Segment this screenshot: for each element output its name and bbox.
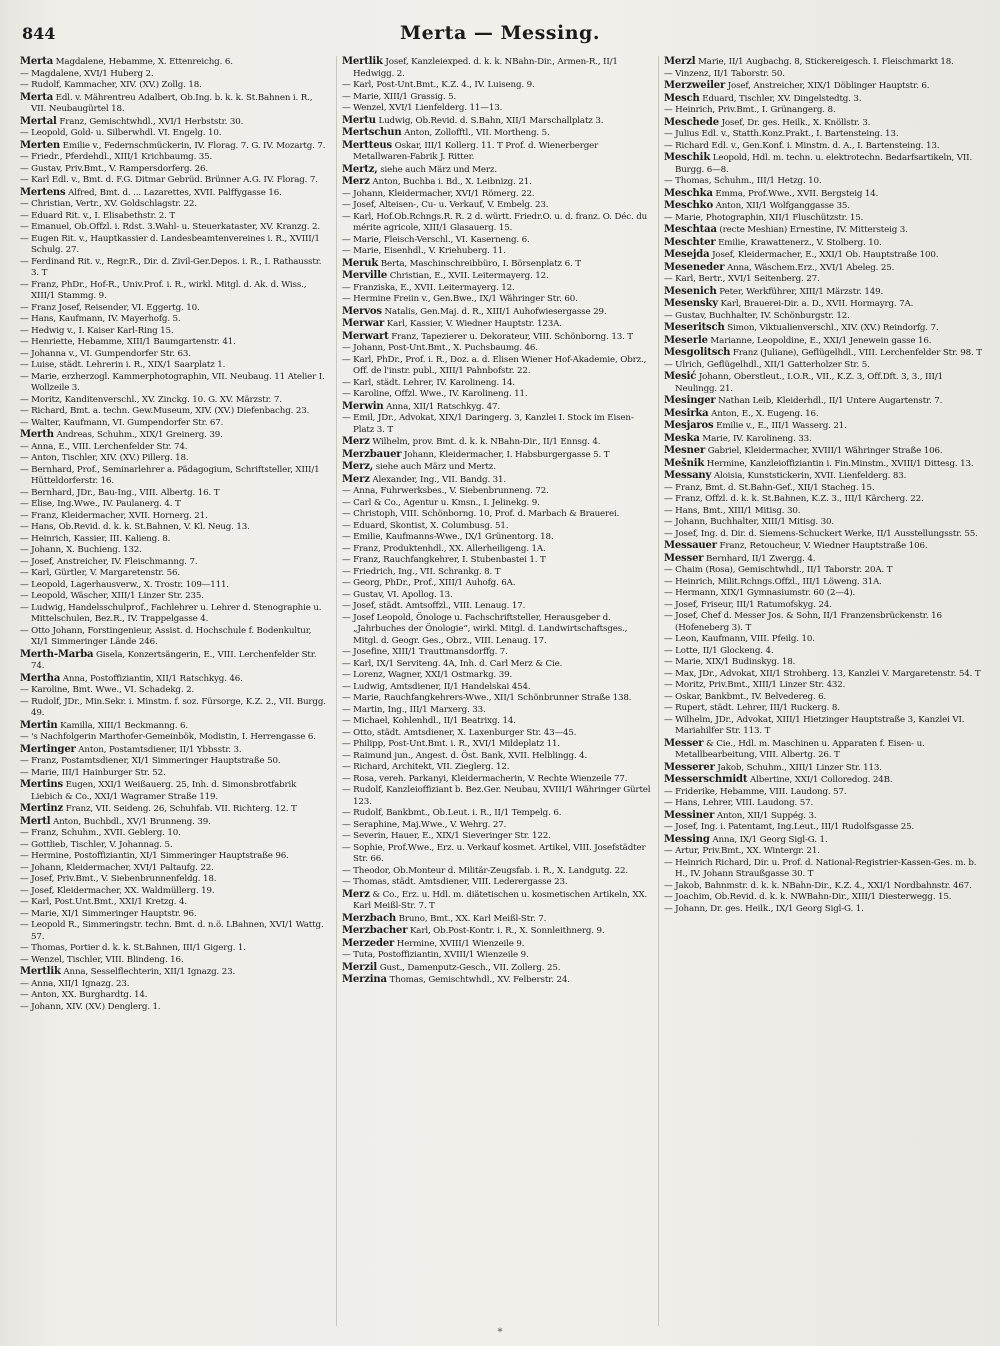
directory-entry: — Bernhard, JDr., Bau-Ing., VIII. Albertg. 16. T	[20, 487, 220, 498]
directory-entry: Merth-Marba Gisela, Konzertsängerin, E., VIII. Lerchenfelder Str. 74.	[20, 648, 317, 671]
directory-entry: — Josef, Anstreicher, IV. Fleischmanng. 7.	[20, 556, 198, 567]
entry-surname: Mertl	[20, 815, 51, 827]
directory-entry: — Eduard Rit. v., I. Elisabethstr. 2. T	[20, 210, 176, 221]
directory-entry: — Friderike, Hebamme, VIII. Laudong. 57.	[664, 786, 847, 797]
directory-entry: — Johann, Kleidermacher, XVI/1 Römerg. 22.	[342, 188, 535, 199]
directory-entry: Merz, siehe auch März und Mertz.	[342, 461, 496, 472]
directory-entry: — Artur, Priv.Bmt., XX. Wintergr. 21.	[664, 846, 820, 856]
directory-entry: — Vinzenz, II/1 Taborstr. 50.	[664, 68, 785, 79]
directory-entry: Meschko Anton, XII/1 Wolfganggasse 35.	[664, 200, 850, 211]
directory-entry: Mesić Johann, Oberstleut., I.O.R., VII., K.Z. 3, Off.Dft. 3, 3., III/1 Neulingg. 21.	[664, 371, 943, 394]
entry-surname: Messiner	[664, 809, 715, 821]
directory-entry: — Otto, städt. Amtsdiener, X. Laxenburger Str. 43—45.	[342, 727, 577, 738]
directory-entry: — Emanuel, Ob.Offzl. i. Rdst. 3.Wahl- u. Steuerkataster, XV. Kranzg. 2.	[20, 222, 321, 232]
entry-surname: Mertu	[342, 114, 376, 126]
directory-entry: — Johann, X. Buchieng. 132.	[20, 545, 142, 555]
directory-entry: — Hermann, XIX/1 Gymnasiumstr. 60 (2—4).	[664, 588, 856, 598]
directory-entry: Messany Aloisia, Kunststickerin, XVII. Lienfelderg. 83.	[664, 470, 907, 481]
directory-entry: — Henriette, Hebamme, XIII/1 Baumgartenstr. 41.	[20, 337, 236, 347]
directory-entry: Messerschmidt Albertine, XXI/1 Colloredog. 24B.	[664, 774, 893, 785]
directory-entry: — Karl, Post.Unt.Bmt., XXI/1 Kretzg. 4.	[20, 897, 187, 907]
directory-entry: — Marie, Rauchfangkehrers-Wwe., XII/1 Schönbrunner Straße 138.	[342, 693, 632, 703]
directory-entry: — Hans, Kaufmann, IV. Mayerhofg. 5.	[20, 314, 181, 324]
directory-entry: — Johann, Post-Unt.Bmt., X. Puchsbaumg. 46.	[342, 343, 538, 353]
directory-entry: Merzeder Hermine, XVIII/1 Wienzeile 9.	[342, 937, 525, 949]
directory-entry: — Thomas, Portier d. k. k. St.Bahnen, III/1 Gigerg. 1.	[20, 943, 246, 953]
page-header	[22, 22, 978, 50]
directory-entry: — Leon, Kaufmann, VIII. Pfeilg. 10.	[664, 634, 815, 644]
directory-entry: — Josefine, XIII/1 Trauttmansdorffg. 7.	[342, 647, 508, 657]
directory-entry: — Eugen Rit. v., Hauptkassier d. Landesbeamtenvereines i. R., XVIII/1 Schulg. 27.	[20, 233, 320, 255]
directory-entry: Mesner Gabriel, Kleidermacher, XVIII/1 Währinger Straße 106.	[664, 445, 943, 456]
directory-column-2	[342, 56, 652, 1326]
directory-entry: — Hermine, Postoffiziantin, XI/1 Simmeringer Hauptstraße 96.	[20, 851, 289, 861]
entry-surname: Merz	[342, 888, 370, 900]
directory-entry: — Gustav, Priv.Bmt., V. Rampersdorferg. 26.	[20, 163, 208, 174]
directory-entry: Mertins Eugen, XXI/1 Weißauerg. 25, Inh. d. Simonsbrotfabrik Liebich & Co., XXI/1 Wagramer Straße 119.	[20, 779, 297, 802]
entry-surname: Mesirka	[664, 407, 709, 419]
directory-entry: Merzina Thomas, Gemischtwhdl., XV. Felberstr. 24.	[342, 974, 570, 985]
directory-entry: — Severin, Hauer, E., XIX/1 Sieveringer Str. 122.	[342, 831, 551, 841]
directory-entry: — Lorenz, Wagner, XXI/1 Ostmarkg. 39.	[342, 670, 513, 680]
directory-entry: — Franz, PhDr., Hof-R., Univ.Prof. i. R., wirkl. Mitgl. d. Ak. d. Wiss., XIII/1 Stammg. 9.	[20, 279, 307, 301]
entry-surname: Meschtaa	[664, 224, 717, 235]
directory-entry: Meschka Emma, Prof.Wwe., XVII. Bergsteig 14.	[664, 187, 879, 199]
directory-entry: — Marie, Photographin, XII/1 Fluschützstr. 15.	[664, 212, 864, 223]
directory-entry: — Luise, städt. Lehrerin i. R., XIX/1 Saarplatz 1.	[20, 360, 226, 370]
directory-entry: Meschik Leopold, Hdl. m. techn. u. elektrotechn. Bedarfsartikeln, VII. Burgg. 6—8.	[664, 152, 973, 175]
directory-entry: — Josef, Priv.Bmt., V. Siebenbrunnenfeldg. 18.	[20, 874, 217, 884]
entry-surname: Mertlik	[342, 56, 383, 67]
directory-entry: — Marie, Fleisch-Verschl., VI. Kaserneng. 6.	[342, 234, 530, 245]
entry-surname: Merzbauer	[342, 448, 402, 460]
directory-entry: — Karl, städt. Lehrer, IV. Karolineng. 14.	[342, 377, 516, 388]
directory-entry: — Ulrich, Geflügelhdl., XII/1 Gatterholzer Str. 5.	[664, 359, 870, 370]
directory-entry: — Richard, Bmt. a. techn. Gew.Museum, XIV. (XV.) Diefenbachg. 23.	[20, 406, 310, 416]
directory-entry: — Bernhard, Prof., Seminarlehrer a. Pädagogium, Schriftsteller, XIII/1 Hütteldorferstr. 16.	[20, 464, 320, 486]
entry-surname: Meseneder	[664, 261, 725, 273]
directory-entry: — Friedrich, Ing., VII. Schrankg. 8. T	[342, 566, 501, 577]
directory-entry: Meruk Berta, Maschinschreibbüro, I. Börsenplatz 6. T	[342, 257, 581, 269]
directory-entry: — Jakob, Bahnmstr. d. k. k. NBahn-Dir., K.Z. 4., XXI/1 Nordbahnstr. 467.	[664, 880, 972, 891]
directory-entry: — Johann, Buchhalter, XIII/1 Mitisg. 30.	[664, 517, 834, 527]
entry-surname: Merzweiler	[664, 80, 726, 91]
directory-entry: Mesch Eduard, Tischler, XV. Dingelstedtg. 3.	[664, 92, 862, 104]
directory-entry: Meska Marie, IV. Karolineng. 33.	[664, 432, 812, 444]
entry-surname: Merzl	[664, 56, 696, 67]
entry-surname: Mertal	[20, 115, 57, 127]
entry-surname: Mertinger	[20, 743, 76, 755]
entry-surname: Meserle	[664, 334, 708, 346]
entry-surname: Mertins	[20, 779, 63, 790]
directory-entry: Mesinger Nathan Leib, Kleiderhdl., II/1 Untere Augartenstr. 7.	[664, 395, 943, 406]
entry-surname: Merzeder	[342, 937, 395, 949]
directory-entry: — Julius Edl. v., Statth.Konz.Prakt., I. Bartensteing. 13.	[664, 129, 899, 139]
entry-surname: Mertens	[20, 186, 66, 198]
directory-entry: — Johanna v., VI. Gumpendorfer Str. 63.	[20, 348, 191, 359]
directory-entry: — Karoline, Offzl. Wwe., IV. Karolineng. 11.	[342, 389, 528, 399]
directory-entry: Mertens Alfred, Bmt. d. ... Lazarettes, XVII. Palffygasse 16.	[20, 186, 282, 198]
directory-entry: Mertinger Anton, Postamtsdiener, II/1 Ybbsstr. 3.	[20, 743, 242, 755]
entry-surname: Merz	[342, 436, 370, 447]
directory-entry: — 's Nachfolgerin Marthofer-Gemeinbök, Modistin, I. Herrengasse 6.	[20, 732, 316, 742]
entry-surname: Merville	[342, 270, 388, 281]
directory-entry: — Leopold R., Simmeringstr. techn. Bmt. d. n.ö. LBahnen, XVI/1 Wattg. 57.	[20, 920, 324, 942]
directory-entry: Merta Edl. v. Mährentreu Adalbert, Ob.Ing. b. k. k. St.Bahnen i. R., VII. Neubaugürtel 18.	[20, 91, 313, 114]
directory-column-3	[664, 56, 982, 1326]
directory-entry: — Johann, Dr. ges. Heilk., IX/1 Georg Sigl-G. 1.	[664, 903, 864, 914]
directory-entry: — Ferdinand Rit. v., Regr.R., Dir. d. Zivil-Ger.Depos. i. R., I. Rathausstr. 3. T	[20, 256, 322, 278]
directory-entry: Merwart Franz, Tapezierer u. Dekorateur, VIII. Schönborng. 13. T	[342, 330, 633, 342]
directory-entry: — Josef, Ing. d. Dir. d. Siemens-Schuckert Werke, II/1 Ausstellungsstr. 55.	[664, 528, 978, 539]
entry-surname: Mesejda	[664, 249, 710, 260]
directory-entry: Messerer Jakob, Schuhm., XIII/1 Linzer Str. 113.	[664, 761, 882, 773]
directory-entry: — Anna, XII/1 Ignazg. 23.	[20, 978, 130, 989]
directory-entry: Mertha Anna, Postoffiziantin, XII/1 Ratschkyg. 46.	[20, 672, 243, 684]
page-number: 844	[22, 24, 56, 43]
entry-surname: Messany	[664, 470, 712, 481]
directory-entry: Meschtaa (recte Meshian) Ernestine, IV. Mittersteig 3.	[664, 224, 908, 235]
directory-entry: Merzbach Bruno, Bmt., XX. Karl Meißl-Str. 7.	[342, 912, 547, 924]
directory-entry: Merzweiler Josef, Anstreicher, XIX/1 Döblinger Hauptstr. 6.	[664, 80, 930, 91]
entry-surname: Messerer	[664, 761, 715, 773]
entry-surname: Merwar	[342, 318, 385, 329]
directory-entry: Mertlik Josef, Kanzleiexped. d. k. k. NBahn-Dir., Armen-R., II/1 Hedwigg. 2.	[342, 56, 618, 79]
entry-surname: Merzil	[342, 961, 378, 973]
directory-entry: — Ludwig, Handelsschulprof., Fachlehrer u. Lehrer d. Stenographie u. Mittelschulen, Bez.R., IV. Trappelgasse 4.	[20, 602, 322, 624]
entry-surname: Merzina	[342, 974, 387, 985]
directory-entry: — Heinrich Richard, Dir. u. Prof. d. National-Registrier-Kassen-Ges. m. b. H., IV. Johann Straußgasse 30. T	[664, 857, 977, 879]
directory-entry: — Johann, XIV. (XV.) Denglerg. 1.	[20, 1001, 161, 1012]
directory-entry: Mesjaros Emilie v., E., III/1 Wasserg. 21.	[664, 420, 847, 431]
entry-surname: Messing	[664, 833, 710, 845]
entry-surname: Mertz,	[342, 163, 378, 175]
directory-entry: — Rudolf, Kammacher, XIV. (XV.) Zollg. 18.	[20, 80, 202, 90]
directory-columns	[20, 56, 982, 1326]
directory-entry: — Tuta, Postoffiziantin, XVIII/1 Wienzeile 9.	[342, 950, 529, 960]
entry-surname: Mertteus	[342, 139, 393, 151]
directory-entry: — Martin, Ing., III/1 Marxerg. 33.	[342, 704, 486, 715]
entry-surname: Mesjaros	[664, 420, 714, 431]
directory-entry: — Karl, Hof.Ob.Rchngs.R. R. 2 d. württ. Friedr.O. u. d. franz. O. Déc. du mérite agricole, XIII/1 Glasauerg. 15.	[342, 211, 648, 233]
directory-entry: — Gustav, Buchhalter, IV. Schönburgstr. 12.	[664, 310, 850, 321]
entry-surname: Mesgolitsch	[664, 347, 731, 358]
directory-entry: — Marie, XIII/1 Grassig. 5.	[342, 91, 457, 102]
entry-surname: Mesner	[664, 445, 706, 456]
entry-surname: Mesić	[664, 371, 697, 382]
directory-entry: — Franz, Bmt. d. St.Bahn-Gef., XII/1 Stacheg. 15.	[664, 482, 875, 493]
directory-entry: — Lotte, II/1 Glockeng. 4.	[664, 645, 774, 656]
directory-entry: Mešnik Hermine, Kanzleioffiziantin i. Fin.Minstm., XVIII/1 Dittesg. 13.	[664, 457, 974, 469]
directory-entry: Meseneder Anna, Wäschem.Erz., XVI/1 Abeleg. 25.	[664, 261, 895, 273]
directory-entry: — Seraphine, Maj.Wwe., V. Wehrg. 27.	[342, 819, 507, 830]
directory-entry: — Thomas, Schuhm., III/1 Hetzg. 10.	[664, 176, 822, 186]
directory-entry: — Heinrich, Milit.Rchngs.Offzl., III/1 Löweng. 31A.	[664, 576, 882, 587]
directory-entry: — Wenzel, Tischler, VIII. Blindeng. 16.	[20, 954, 184, 965]
directory-entry: — Rudolf, Bankbmt., Ob.Leut. i. R., II/1 Tempelg. 6.	[342, 808, 562, 818]
directory-entry: Merzbacher Karl, Ob.Post-Kontr. i. R., X. Sonnleithnerg. 9.	[342, 925, 605, 936]
entry-surname: Messerschmidt	[664, 774, 748, 785]
directory-entry: — Elise, Ing.Wwe., IV. Paulanerg. 4. T	[20, 499, 181, 509]
entry-surname: Mertha	[20, 672, 61, 684]
directory-entry: Mertschun Anton, Zollofftl., VII. Mortheng. 5.	[342, 127, 550, 138]
directory-entry: — Rosa, vereh. Parkanyi, Kleidermacherin, V. Rechte Wienzeile 77.	[342, 773, 628, 784]
directory-entry: — Hans, Ob.Revid. d. k. k. St.Bahnen, V. Kl. Neug. 13.	[20, 522, 250, 532]
directory-entry: Mertu Ludwig, Ob.Revid. d. S.Bahn, XII/1 Marschallplatz 3.	[342, 114, 604, 126]
directory-entry: — Joachim, Ob.Revid. d. k. k. NWBahn-Dir., XIII/1 Diesterwegg. 15.	[664, 892, 952, 902]
footer-mark: *	[497, 1327, 503, 1338]
directory-entry: Meschede Josef, Dr. ges. Heilk., X. Knöllstr. 3.	[664, 116, 871, 128]
entry-surname: Meska	[664, 432, 700, 444]
directory-entry: — Franz, Postamtsdiener, XI/1 Simmeringer Hauptstraße 50.	[20, 756, 281, 766]
directory-entry: Mertz, siehe auch März und Merz.	[342, 163, 497, 175]
directory-entry: Merta Magdalene, Hebamme, X. Ettenreichg. 6.	[20, 56, 233, 67]
directory-entry: Mertal Franz, Gemischtwhdl., XVI/1 Herbststr. 30.	[20, 115, 244, 127]
entry-surname: Meschka	[664, 187, 713, 199]
directory-entry: — Josef, Ing. i. Patentamt, Ing.Leut., III/1 Rudolfsgasse 25.	[664, 822, 915, 832]
directory-entry: — Hedwig v., I. Kaiser Karl-Ring 15.	[20, 325, 174, 336]
directory-entry: Merzl Marie, II/1 Augbachg. 8, Stickereigesch. I. Fleischmarkt 18.	[664, 56, 954, 67]
directory-entry: Merwin Anna, XII/1 Ratschkyg. 47.	[342, 400, 501, 412]
entry-surname: Merta	[20, 56, 54, 67]
directory-entry: Mervos Natalis, Gen.Maj. d. R., XIII/1 Auhofwiesergasse 29.	[342, 305, 607, 317]
directory-entry: — Sophie, Prof.Wwe., Erz. u. Verkauf kosmet. Artikel, VIII. Josefstädter Str. 66.	[342, 842, 646, 864]
directory-entry: — Josef Leopold, Önologe u. Fachschriftsteller, Herausgeber d. „Jahrbuches der Önologie“, wirkl. Mitgl. d. Landwirtschaftsges., Mitgl. d. Geogr. Ges., Obrz., VIII. Lenaug. 17.	[342, 612, 628, 646]
directory-entry: Merwar Karl, Kassier, V. Wiedner Hauptstr. 123A.	[342, 318, 562, 329]
entry-surname: Merz,	[342, 461, 374, 472]
entry-surname: Merwart	[342, 330, 389, 342]
entry-surname: Messer	[664, 552, 704, 564]
directory-entry: — Anton, XX. Burghardtg. 14.	[20, 990, 148, 1000]
directory-entry: — Anna, E., VIII. Lerchenfelder Str. 74.	[20, 441, 188, 452]
entry-surname: Merz	[342, 473, 370, 485]
directory-entry: — Franz, Produktenhdl., XX. Allerheiligeng. 1A.	[342, 543, 546, 554]
directory-entry: — Marie, erzherzogl. Kammerphotographin, VII. Neubaug. 11 Atelier I. Wollzeile 3.	[20, 371, 325, 393]
directory-entry: Mesejda Josef, Kleidermacher, E., XXI/1 Ob. Hauptstraße 100.	[664, 249, 939, 260]
entry-surname: Merth	[20, 429, 54, 440]
directory-entry: Meschter Emilie, Krawattenerz., V. Stolberg. 10.	[664, 236, 882, 248]
directory-entry: — Anton, Tischler, XIV. (XV.) Pillerg. 18.	[20, 453, 189, 463]
directory-entry: — Franz, Kleidermacher, XVII. Hornerg. 21.	[20, 510, 208, 521]
directory-entry: — Karoline, Bmt. Wwe., VI. Schadekg. 2.	[20, 685, 195, 695]
directory-entry: — Josef, Alteisen-, Cu- u. Verkauf, V. Embelg. 23.	[342, 200, 549, 210]
directory-entry: — Karl, Gürtler, V. Margaretenstr. 56.	[20, 568, 180, 578]
directory-entry: — Rudolf, JDr., Min.Sekr. i. Minstm. f. soz. Fürsorge, K.Z. 2., VII. Burgg. 49.	[20, 696, 326, 718]
entry-surname: Meschik	[664, 152, 711, 163]
directory-entry: — Franz, Schuhm., XVII. Geblerg. 10.	[20, 828, 181, 838]
directory-entry: — Karl, Post-Unt.Bmt., K.Z. 4., IV. Luiseng. 9.	[342, 80, 535, 90]
directory-entry: Messer & Cie., Hdl. m. Maschinen u. Apparaten f. Eisen- u. Metallbearbeitung, VIII. Albertg. 26. T	[664, 737, 925, 760]
directory-entry: — Richard Edl. v., Gen.Konf. i. Minstm. d. A., I. Bartensteing. 13.	[664, 140, 940, 151]
directory-entry: — Franz, Offzl. d. k. k. St.Bahnen, K.Z. 3., III/1 Kärcherg. 22.	[664, 494, 924, 504]
directory-entry: — Wenzel, XVI/1 Lienfelderg. 11—13.	[342, 103, 503, 113]
directory-entry: Mesenich Peter, Werkführer, XIII/1 Märzstr. 149.	[664, 285, 884, 297]
entry-surname: Mertschun	[342, 127, 402, 138]
directory-entry: — Friedr., Pferdehdl., XIII/1 Krichbaumg. 35.	[20, 152, 213, 162]
directory-entry: — Rupert, städt. Lehrer, III/1 Ruckerg. 8.	[664, 703, 840, 713]
directory-entry: — Franz Josef, Reisender, VI. Eggertg. 10.	[20, 302, 200, 313]
entry-surname: Merta	[20, 91, 54, 103]
directory-entry: — Anna, Fuhrwerksbes., V. Siebenbrunneng. 72.	[342, 486, 549, 496]
directory-entry: — Leopold, Wäscher, XIII/1 Linzer Str. 235.	[20, 591, 204, 601]
entry-surname: Meschede	[664, 116, 719, 128]
entry-surname: Messer	[664, 737, 704, 749]
directory-entry: — Marie, Eisenhdl., V. Kriehuberg. 11.	[342, 246, 506, 256]
directory-entry: Mertteus Oskar, III/1 Kollerg. 11. T Prof. d. Wienerberger Metallwaren-Fabrik J. Ritter.	[342, 139, 599, 162]
directory-entry: Merz & Co., Erz. u. Hdl. m. diätetischen u. kosmetischen Artikeln, XX. Karl Meißl-Str. 7. T	[342, 888, 648, 911]
entry-surname: Meschter	[664, 236, 716, 248]
directory-entry: — Emilie, Kaufmanns-Wwe., IX/1 Grünentorg. 18.	[342, 532, 554, 542]
directory-entry: — Karl Edl. v., Bmt. d. F.G. Ditmar Gebrüd. Brünner A.G. IV. Florag. 7.	[20, 175, 318, 185]
entry-surname: Merzbacher	[342, 925, 408, 936]
directory-entry: Messer Bernhard, II/1 Zwergg. 4.	[664, 552, 816, 564]
directory-entry: Merz Anton, Buchba i. Bd., X. Leibnizg. 21.	[342, 176, 532, 187]
directory-entry: — Leopold, Lagerhausverw., X. Trostr. 109—111.	[20, 579, 230, 590]
directory-entry: — Philipp, Post-Unt.Bmt. i. R., XVI/1 Mildeplatz 11.	[342, 739, 561, 749]
directory-entry: — Leopold, Gold- u. Silberwhdl. VI. Engelg. 10.	[20, 128, 222, 138]
directory-entry: Mertl Anton, Buchbdl., XV/1 Brunneng. 39.	[20, 815, 211, 827]
directory-entry: — Johann, Kleidermacher, XVI/1 Paltaufg. 22.	[20, 862, 214, 873]
running-head-title: Merta — Messing.	[400, 22, 600, 44]
entry-surname: Mešnik	[664, 457, 705, 469]
directory-entry: Mesirka Anton, E., X. Eugeng. 16.	[664, 407, 819, 419]
directory-entry: — Heinrich, Priv.Bmt., I. Grünangerg. 8.	[664, 105, 836, 115]
directory-entry: — Gustav, VI. Apollog. 13.	[342, 589, 453, 600]
entry-surname: Mertlik	[20, 966, 61, 977]
entry-surname: Merzbach	[342, 912, 397, 924]
entry-surname: Mesch	[664, 92, 700, 104]
directory-entry: — Franziska, E., XVII. Leitermayerg. 12.	[342, 282, 515, 293]
directory-entry: — Karl, IX/1 Serviteng. 4A, Inh. d. Carl Merz & Cie.	[342, 658, 563, 669]
directory-entry: — Franz, Rauchfangkehrer, I. Stubenbastei 1. T	[342, 555, 546, 565]
directory-entry: — Eduard, Skontist, X. Columbusg. 51.	[342, 520, 509, 531]
directory-entry: — Georg, PhDr., Prof., XIII/1 Auhofg. 6A.	[342, 578, 516, 588]
directory-entry: — Moritz, Priv.Bmt., XIII/1 Linzer Str. 432.	[664, 680, 846, 690]
directory-entry: — Raimund jun., Angest. d. Öst. Bank, XVII. Helblingg. 4.	[342, 750, 588, 761]
directory-entry: — Oskar, Bankbmt., IV. Belvedereg. 6.	[664, 691, 827, 702]
directory-entry: Meseritsch Simon, Viktualienverschl., XIV. (XV.) Reindorfg. 7.	[664, 322, 939, 333]
directory-entry: — Ludwig, Amtsdiener, II/1 Handelskai 454.	[342, 681, 531, 692]
directory-entry: — Heinrich, Kassier, III. Kalieng. 8.	[20, 533, 171, 544]
directory-entry: Mertinz Franz, VII. Seideng. 26, Schuhfab. VII. Richterg. 12. T	[20, 803, 297, 814]
directory-entry: Mesensky Karl, Brauerei-Dir. a. D., XVII. Hormayrg. 7A.	[664, 298, 914, 309]
directory-entry: — Hermine Freiin v., Gen.Bwe., IX/1 Währinger Str. 60.	[342, 294, 578, 304]
directory-entry: — Gottlieb, Tischler, V. Johannag. 5.	[20, 839, 173, 850]
directory-entry: Messauer Franz, Retoucheur, V. Wiedner Hauptstraße 106.	[664, 540, 928, 551]
directory-entry: — Walter, Kaufmann, VI. Gumpendorfer Str. 67.	[20, 417, 224, 428]
entry-surname: Messauer	[664, 540, 717, 551]
directory-entry: Merzbauer Johann, Kleidermacher, I. Habsburgergasse 5. T	[342, 448, 610, 460]
directory-entry: Mesgolitsch Franz (Juliane), Geflügelhdl., VIII. Lerchenfelder Str. 98. T	[664, 347, 982, 358]
entry-surname: Mertin	[20, 719, 58, 731]
directory-entry: — Marie, III/1 Hainburger Str. 52.	[20, 767, 166, 778]
directory-entry: — Josef, Friseur, III/1 Ratumofskyg. 24.	[664, 599, 832, 610]
directory-entry: — Christoph, VIII. Schönborng. 10, Prof. d. Marbach & Brauerei.	[342, 509, 620, 519]
directory-entry: Merth Andreas, Schuhm., XIX/1 Greinerg. 39.	[20, 429, 223, 440]
directory-entry: Mertin Kamilla, XIII/1 Beckmanng. 6.	[20, 719, 189, 731]
entry-surname: Merten	[20, 139, 61, 151]
directory-entry: Merzil Gust., Damenputz-Gesch., VII. Zollerg. 25.	[342, 961, 561, 973]
entry-surname: Mervos	[342, 305, 382, 317]
directory-entry: Merten Emilie v., Federnschmückerin, IV. Florag. 7. G. IV. Mozartg. 7.	[20, 139, 326, 151]
directory-entry: — Theodor, Ob.Monteur d. Militär-Zeugsfab. i. R., X. Landgutg. 22.	[342, 865, 628, 876]
directory-entry: — Chaim (Rosa), Gemischtwhdl., II/1 Taborstr. 20A. T	[664, 565, 893, 575]
directory-entry: — Josef, Chef d. Messer Jos. & Sohn, II/1 Franzensbrückenstr. 16 (Hofeneberg 3). T	[664, 611, 942, 633]
entry-surname: Mertinz	[20, 803, 64, 814]
directory-entry: — Michael, Kohlenhdl., II/1 Beatrixg. 14.	[342, 716, 516, 726]
directory-entry: — Rudolf, Kanzleioffiziant b. Bez.Ger. Neubau, XVIII/1 Währinger Gürtel 123.	[342, 785, 651, 807]
directory-entry: — Wilhelm, JDr., Advokat, XIII/1 Hietzinger Hauptstraße 3, Kanzlei VI. Mariahilfer Str. 113. T	[664, 714, 965, 736]
directory-entry: — Otto Johann, Forstingenieur, Assist. d. Hochschule f. Bodenkultur, XI/1 Simmeringer Lände 246.	[20, 625, 312, 647]
directory-entry: — Karl, Bertr., XVI/1 Seitenberg. 27.	[664, 274, 820, 284]
directory-column-1	[20, 56, 330, 1326]
directory-entry: — Moritz, Kanditenverschl., XV. Zinckg. 10. G. XV. Märzstr. 7.	[20, 394, 282, 405]
directory-entry: Messiner Anton, XII/1 Suppég. 3.	[664, 809, 817, 821]
entry-surname: Meruk	[342, 257, 379, 269]
entry-surname: Mesenich	[664, 285, 717, 297]
directory-entry: Mertlik Anna, Sesselflechterin, XII/1 Ignazg. 23.	[20, 966, 236, 977]
entry-surname: Merz	[342, 176, 370, 187]
directory-entry: — Josef, Kleidermacher, XX. Waldmüllerg. 19.	[20, 885, 215, 896]
entry-surname: Merwin	[342, 400, 384, 412]
directory-entry: — Thomas, städt. Amtsdiener, VIII. Lederergasse 23.	[342, 877, 568, 887]
directory-entry: — Magdalene, XVI/1 Huberg 2.	[20, 68, 154, 79]
directory-entry: — Hans, Bmt., XIII/1 Mitisg. 30.	[664, 505, 801, 516]
directory-entry: — Max, JDr., Advokat, XII/1 Strohberg. 13, Kanzlei V. Margaretenstr. 54. T	[664, 668, 981, 679]
entry-surname: Mesinger	[664, 395, 716, 406]
entry-surname: Meschko	[664, 200, 713, 211]
directory-entry: — Christian, Vertr., XV. Goldschlagstr. 22.	[20, 199, 197, 209]
directory-entry: — Marie, XI/1 Simmeringer Hauptstr. 96.	[20, 908, 197, 919]
directory-entry: — Karl, PhDr., Prof. i. R., Doz. a. d. Elisen Wiener Hof-Akademie, Obrz., Off. de l'instr. publ., XIII/1 Pahnbofstr. 22.	[342, 354, 647, 376]
directory-entry: Merville Christian, E., XVII. Leitermayerg. 12.	[342, 270, 549, 281]
directory-entry: Messing Anna, IX/1 Georg Sigl-G. 1.	[664, 833, 828, 845]
directory-entry: — Richard, Architekt, VII. Zieglerg. 12.	[342, 762, 510, 772]
entry-surname: Meseritsch	[664, 322, 725, 333]
directory-entry: — Hans, Lehrer, VIII. Laudong. 57.	[664, 798, 814, 808]
entry-surname: Mesensky	[664, 298, 718, 309]
directory-entry: Meserle Marianne, Leopoldine, E., XXI/1 Jenewein gasse 16.	[664, 334, 932, 346]
directory-entry: — Marie, XIX/1 Budinskyg. 18.	[664, 657, 796, 667]
directory-entry: — Carl & Co., Agentur u. Kmsn., I. Jelinekg. 9.	[342, 497, 540, 508]
directory-entry: — Josef, städt. Amtsoffzl., VIII. Lenaug. 17.	[342, 601, 526, 611]
directory-entry: — Emil, JDr., Advokat, XIX/1 Daringerg. 3, Kanzlei I. Stock im Eisen-Platz 3. T	[342, 413, 634, 435]
directory-entry: Merz Wilhelm, prov. Bmt. d. k. k. NBahn-Dir., II/1 Ennsg. 4.	[342, 436, 601, 447]
entry-surname: Merth-Marba	[20, 648, 94, 660]
directory-entry: Merz Alexander, Ing., VII. Bandg. 31.	[342, 473, 507, 485]
